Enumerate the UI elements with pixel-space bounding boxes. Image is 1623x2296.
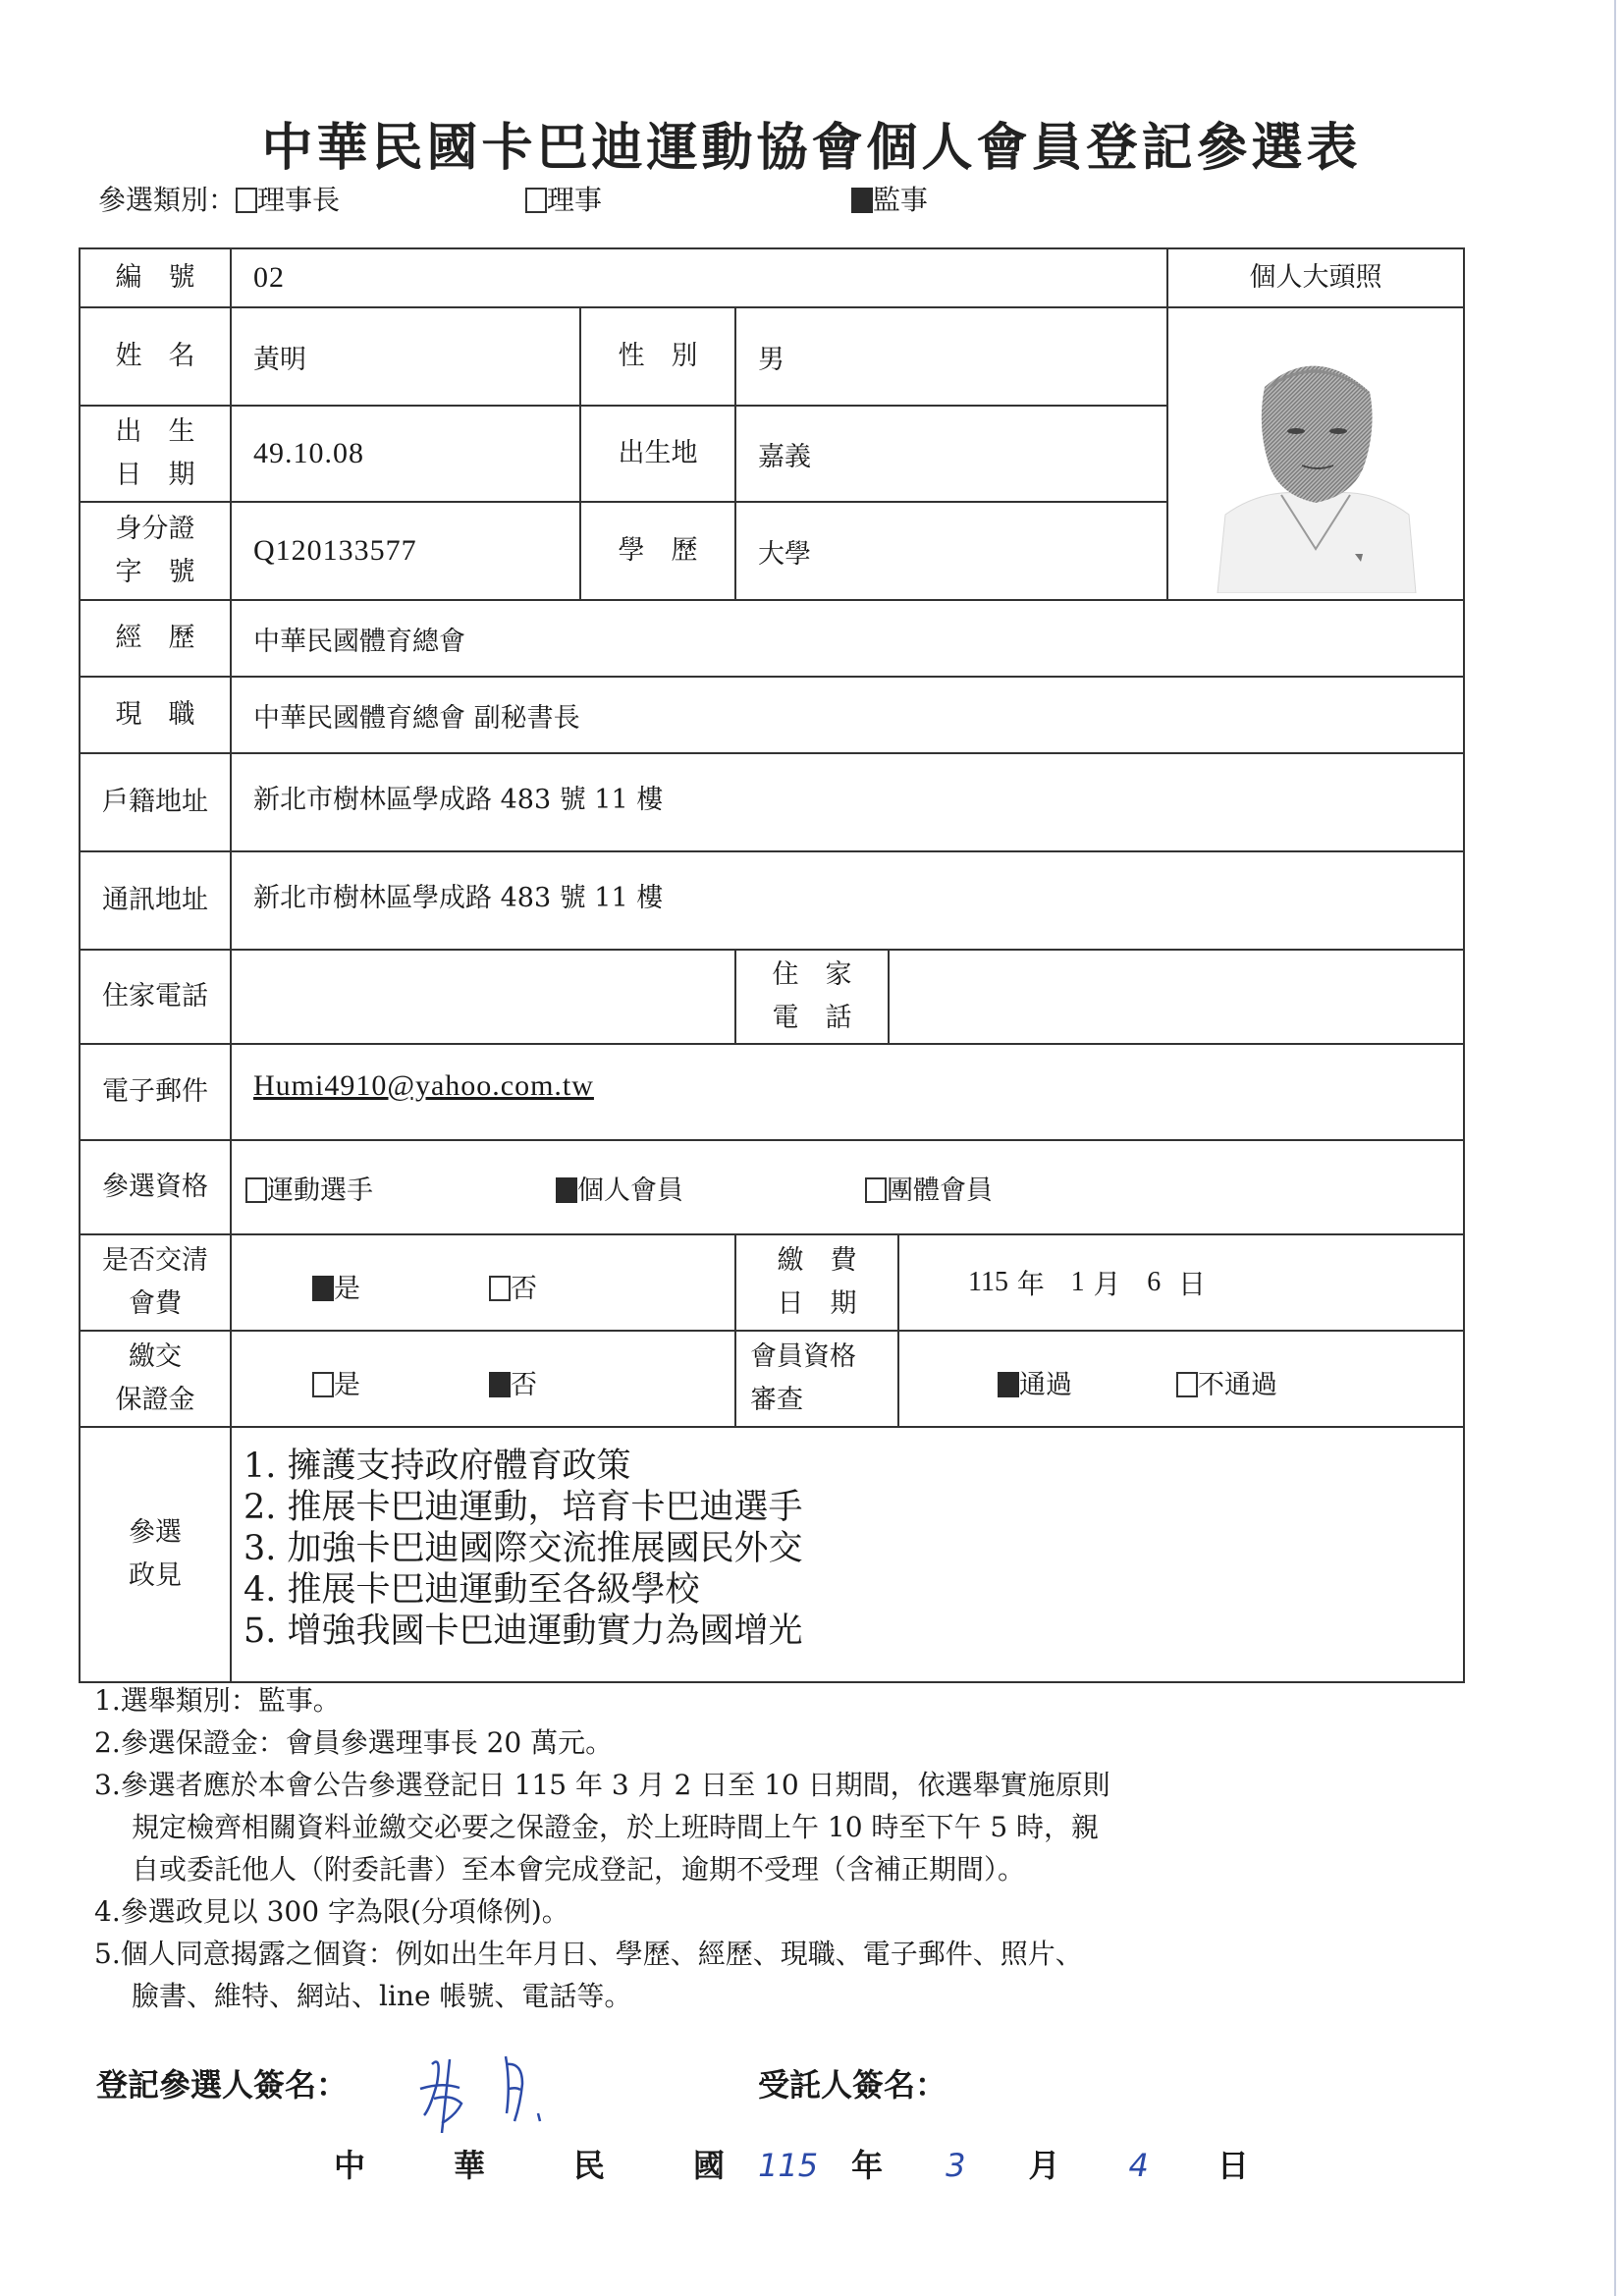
checkbox-director[interactable]	[525, 188, 547, 213]
label-mailing-address: 通訊地址	[81, 852, 232, 951]
note-item: 規定檢齊相關資料並繳交必要之保證金，於上班時間上午 10 時至下午 5 時，親	[132, 1811, 1100, 1843]
proxy-signature-label: 受託人簽名：	[758, 2066, 947, 2104]
option-deposit-no[interactable]: 否	[489, 1363, 537, 1401]
option-chairman: 理事長	[257, 184, 341, 216]
value-review	[899, 1332, 1463, 1428]
option-director: 理事	[546, 184, 602, 216]
policy-item: 5. 增強我國卡巴迪運動實力為國增光	[243, 1612, 803, 1651]
label-experience: 經 歷	[81, 601, 232, 678]
sign-month: 3	[946, 2147, 966, 2184]
checkbox-review-pass[interactable]	[998, 1372, 1019, 1397]
photo-cell	[1168, 308, 1463, 601]
value-deposit	[232, 1332, 736, 1428]
note-item: 2.參選保證金：會員參選理事長 20 萬元。	[94, 1726, 614, 1759]
label-review: 會員資格 審查	[736, 1332, 899, 1428]
policy-list	[243, 1446, 803, 1652]
label-gender: 性 別	[581, 308, 736, 407]
checkbox-dues-yes[interactable]	[312, 1276, 334, 1301]
value-birth-date[interactable]: 49.10.08	[232, 407, 581, 503]
value-position[interactable]: 中華民國體育總會 副秘書長	[232, 678, 1463, 754]
checkbox-athlete[interactable]	[245, 1177, 267, 1203]
label-position: 現 職	[81, 678, 232, 754]
checkbox-deposit-yes[interactable]	[312, 1372, 334, 1397]
label-home-phone: 住家電話	[81, 951, 232, 1045]
label-id-number: 身分證 字 號	[81, 503, 232, 601]
policy-item: 1. 擁護支持政府體育政策	[243, 1447, 631, 1486]
value-id-number[interactable]: Q120133577	[232, 503, 581, 601]
sign-year: 115	[758, 2147, 819, 2184]
option-review-fail[interactable]: 不通過	[1176, 1363, 1277, 1401]
value-number[interactable]: 02	[232, 249, 1168, 308]
checkbox-review-fail[interactable]	[1176, 1372, 1198, 1397]
signature-date: 中 華 民 國 115 年 3 月 4 日	[334, 2147, 1249, 2184]
checkbox-individual-member[interactable]	[556, 1177, 577, 1203]
sign-day: 4	[1128, 2147, 1149, 2184]
label-home-phone-2: 住 家 電 話	[736, 951, 890, 1045]
candidate-signature-label: 登記參選人簽名：	[96, 2066, 349, 2104]
label-policy: 參選 政見	[81, 1428, 232, 1681]
scan-edge	[1614, 0, 1616, 2296]
option-dues-yes[interactable]: 是	[312, 1267, 360, 1305]
option-dues-no[interactable]: 否	[489, 1267, 537, 1305]
value-education[interactable]: 大學	[736, 503, 1168, 601]
label-number: 編 號	[81, 249, 232, 308]
value-birthplace[interactable]: 嘉義	[736, 407, 1168, 503]
value-mailing-address[interactable]: 新北市樹林區學成路 483 號 11 樓	[232, 852, 1463, 951]
policy-item: 3. 加強卡巴迪國際交流推展國民外交	[243, 1529, 803, 1568]
label-pay-date: 繳 費 日 期	[736, 1235, 899, 1332]
note-item: 臉書、維特、網站、line 帳號、電話等。	[132, 1980, 632, 2012]
form-title: 中華民國卡巴迪運動協會個人會員登記參選表	[261, 118, 1362, 178]
checkbox-chairman[interactable]	[236, 188, 257, 213]
checkbox-deposit-no[interactable]	[489, 1372, 511, 1397]
value-email[interactable]	[232, 1045, 1463, 1141]
note-item: 1.選舉類別：監事。	[94, 1684, 341, 1717]
category-label: 參選類別：	[98, 184, 237, 216]
value-dues	[232, 1235, 736, 1332]
headshot-photo	[1208, 348, 1424, 593]
value-gender[interactable]: 男	[736, 308, 1168, 407]
label-email: 電子郵件	[81, 1045, 232, 1141]
label-birth-date: 出 生 日 期	[81, 407, 232, 503]
note-item: 5.個人同意揭露之個資：例如出生年月日、學歷、經歷、現職、電子郵件、照片、	[94, 1938, 1083, 1970]
label-eligibility: 參選資格	[81, 1141, 232, 1235]
option-review-pass[interactable]: 通過	[998, 1363, 1072, 1401]
note-item: 3.參選者應於本會公告參選登記日 115 年 3 月 2 日至 10 日期間，依選舉實施原則	[94, 1769, 1110, 1801]
value-eligibility	[232, 1141, 1463, 1235]
value-registered-address[interactable]: 新北市樹林區學成路 483 號 11 樓	[232, 754, 1463, 852]
label-registered-address: 戶籍地址	[81, 754, 232, 852]
value-pay-date[interactable]: 115 年 1 月 6 日	[899, 1235, 1463, 1332]
option-individual-member[interactable]: 個人會員	[556, 1169, 683, 1207]
policy-item: 2. 推展卡巴迪運動，培育卡巴迪選手	[243, 1488, 803, 1527]
option-athlete[interactable]: 運動選手	[245, 1169, 373, 1207]
label-name: 姓 名	[81, 308, 232, 407]
checkbox-supervisor[interactable]	[851, 188, 873, 213]
category-row	[98, 179, 928, 218]
option-group-member[interactable]: 團體會員	[865, 1169, 993, 1207]
notes-list	[94, 1679, 1110, 2017]
value-name[interactable]: 黃明	[232, 308, 581, 407]
label-dues: 是否交清 會費	[81, 1235, 232, 1332]
candidate-signature[interactable]	[412, 2045, 560, 2133]
note-item: 4.參選政見以 300 字為限(分項條例)。	[94, 1895, 569, 1928]
checkbox-dues-no[interactable]	[489, 1276, 511, 1301]
value-home-phone[interactable]	[232, 951, 736, 1045]
label-birthplace: 出生地	[581, 407, 736, 503]
note-item: 自或委託他人（附委託書）至本會完成登記，逾期不受理（含補正期間）。	[132, 1853, 1026, 1886]
option-deposit-yes[interactable]: 是	[312, 1363, 360, 1401]
option-supervisor: 監事	[872, 184, 928, 216]
policy-item: 4. 推展卡巴迪運動至各級學校	[243, 1570, 700, 1610]
label-education: 學 歷	[581, 503, 736, 601]
label-photo: 個人大頭照	[1168, 249, 1463, 308]
value-experience[interactable]: 中華民國體育總會	[232, 601, 1463, 678]
checkbox-group-member[interactable]	[865, 1177, 887, 1203]
label-deposit: 繳交 保證金	[81, 1332, 232, 1428]
email-link[interactable]: Humi4910@yahoo.com.tw	[253, 1069, 594, 1102]
value-home-phone-2[interactable]	[890, 951, 1463, 1045]
